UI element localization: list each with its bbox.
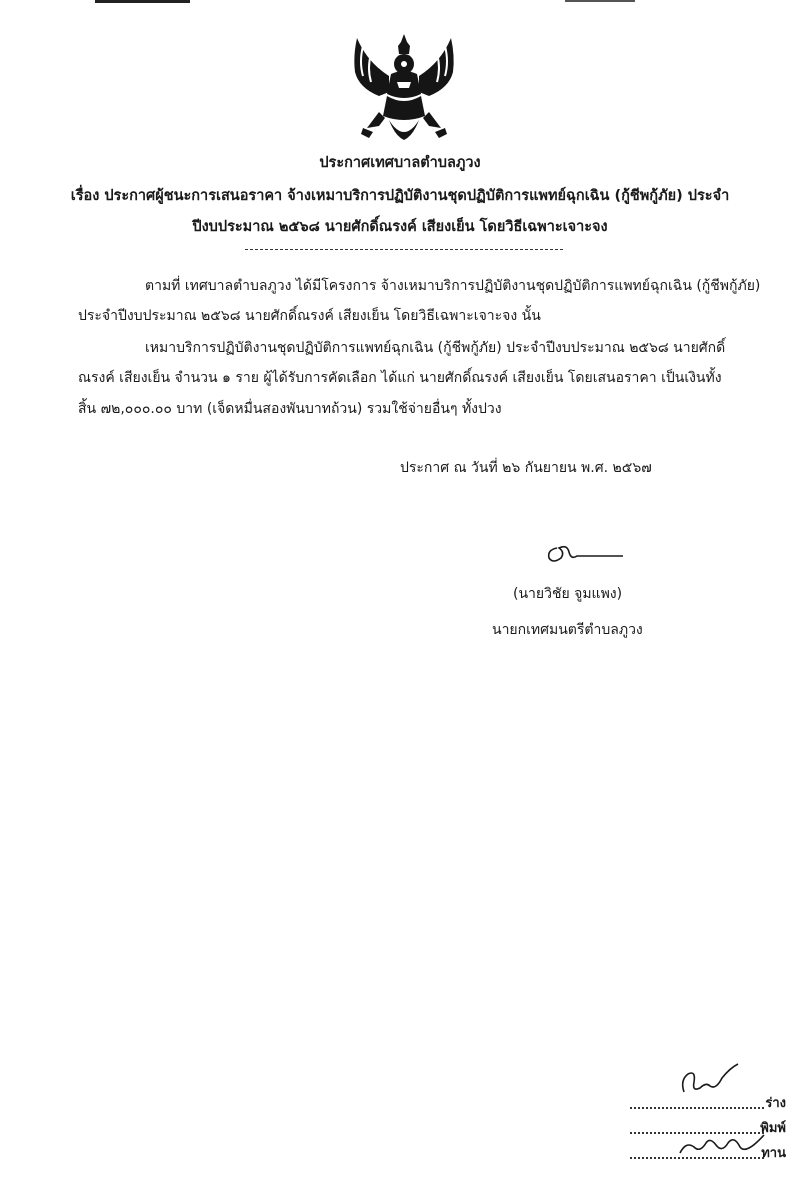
approval-line-checked: [630, 1145, 790, 1163]
approval-line-draft: [630, 1095, 790, 1113]
paragraph-2-line-3: สิ้น ๗๒,๐๐๐.๐๐ บาท (เจ็ดหมื่นสองพันบาทถ้วน) รวมใช้จ่ายอื่นๆ ทั้งปวง: [78, 401, 502, 417]
initial-mark-draft: [676, 1062, 742, 1098]
document-issuer: ประกาศเทศบาลตำบลภูวง: [319, 155, 481, 171]
signature-mark: [545, 540, 625, 566]
document-subject-line-2: ปีงบประมาณ ๒๕๖๘ นายศักดิ์ณรงค์ เสียงเย็น โดยวิธีเฉพาะเจาะจง: [192, 219, 608, 235]
dotted-line: [630, 1132, 764, 1134]
paragraph-1-line-1: ตามที่ เทศบาลตำบลภูวง ได้มีโครงการ จ้างเหมาบริการปฏิบัติงานชุดปฏิบัติการแพทย์ฉุกเฉิน (กู้ชีพกู้ภัย): [145, 278, 761, 294]
announcement-date: ประกาศ ณ วันที่ ๒๖ กันยายน พ.ศ. ๒๕๖๗: [400, 460, 652, 476]
divider: [245, 249, 563, 250]
scan-edge-mark: [95, 0, 190, 3]
garuda-emblem-icon: [349, 32, 459, 144]
approval-label-checked: ทาน: [761, 1146, 786, 1161]
paragraph-2-line-1: เหมาบริการปฏิบัติงานชุดปฏิบัติการแพทย์ฉุกเฉิน (กู้ชีพกู้ภัย) ประจำปีงบประมาณ ๒๕๖๘ นายศักดิ์: [145, 340, 726, 356]
paragraph-2-line-2: ณรงค์ เสียงเย็น จำนวน ๑ ราย ผู้ได้รับการคัดเลือก ได้แก่ นายศักดิ์ณรงค์ เสียงเย็น โดยเสนอราคา เป็นเงินทั้ง: [78, 370, 722, 386]
signer-title: นายกเทศมนตรีตำบลภูวง: [492, 622, 643, 638]
signer-name: (นายวิชัย จูมแพง): [513, 586, 623, 602]
approval-line-typed: [630, 1120, 790, 1138]
dotted-line: [630, 1157, 764, 1159]
scan-edge-mark: [565, 0, 635, 2]
approval-label-typed: พิมพ์: [760, 1121, 786, 1136]
dotted-line: [630, 1107, 764, 1109]
approval-label-draft: ร่าง: [765, 1096, 786, 1111]
paragraph-1-line-2: ประจำปีงบประมาณ ๒๕๖๘ นายศักดิ์ณรงค์ เสียงเย็น โดยวิธีเฉพาะเจาะจง นั้น: [78, 308, 541, 324]
document-subject-line-1: เรื่อง ประกาศผู้ชนะการเสนอราคา จ้างเหมาบริการปฏิบัติงานชุดปฏิบัติการแพทย์ฉุกเฉิน (กู้ชีพกู้ภัย) ประจำ: [70, 188, 730, 204]
